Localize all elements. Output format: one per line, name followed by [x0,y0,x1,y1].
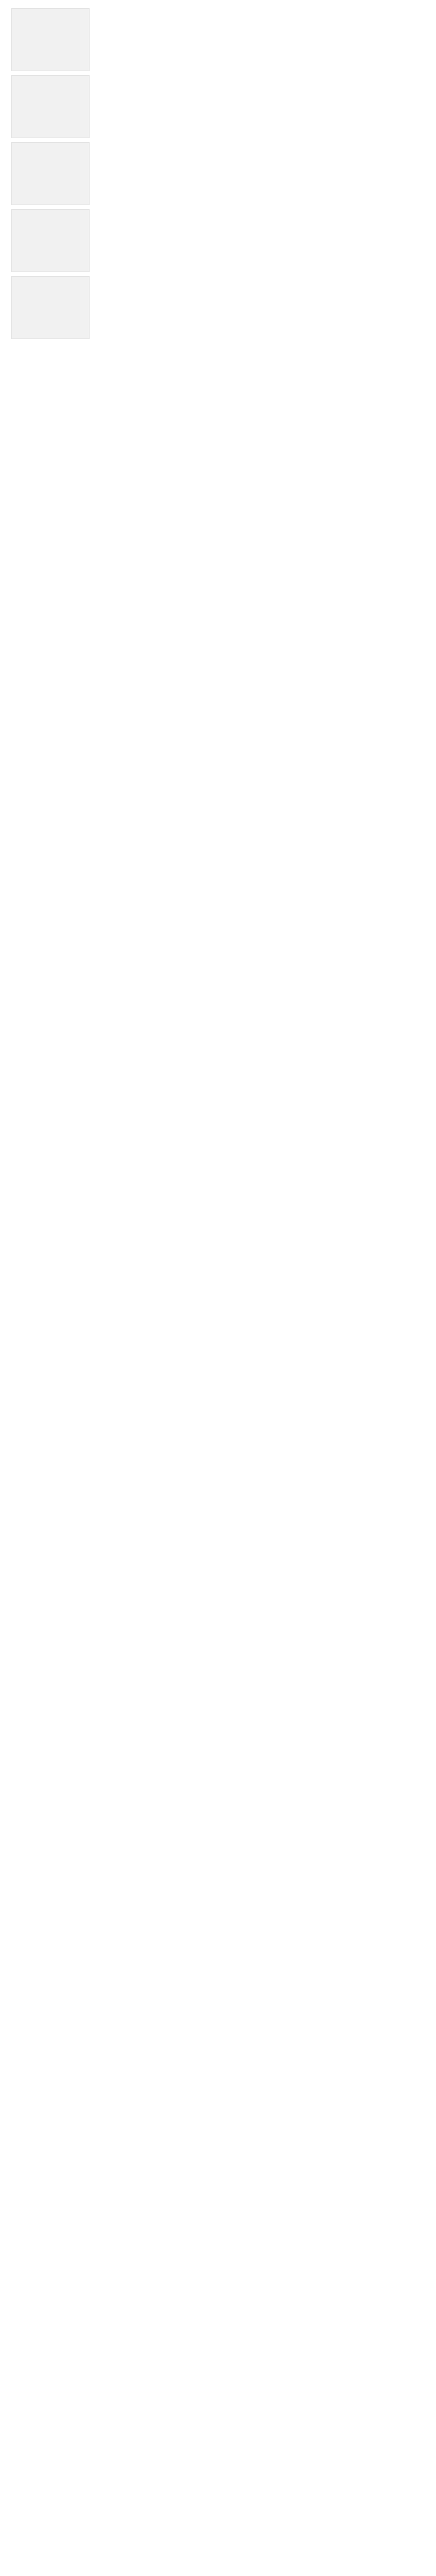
section-figure [11,8,425,70]
section-illustration [11,75,90,138]
section-illustration [11,8,90,71]
section-figure [11,276,425,338]
document-content [11,8,425,338]
article-section [11,8,425,70]
article-section [11,209,425,271]
article-section [11,75,425,137]
document-page [0,0,436,351]
section-figure [11,142,425,204]
article-section [11,142,425,204]
section-illustration [11,276,90,339]
section-figure [11,209,425,271]
section-figure [11,75,425,137]
section-illustration [11,209,90,272]
section-illustration [11,142,90,205]
article-section [11,276,425,338]
